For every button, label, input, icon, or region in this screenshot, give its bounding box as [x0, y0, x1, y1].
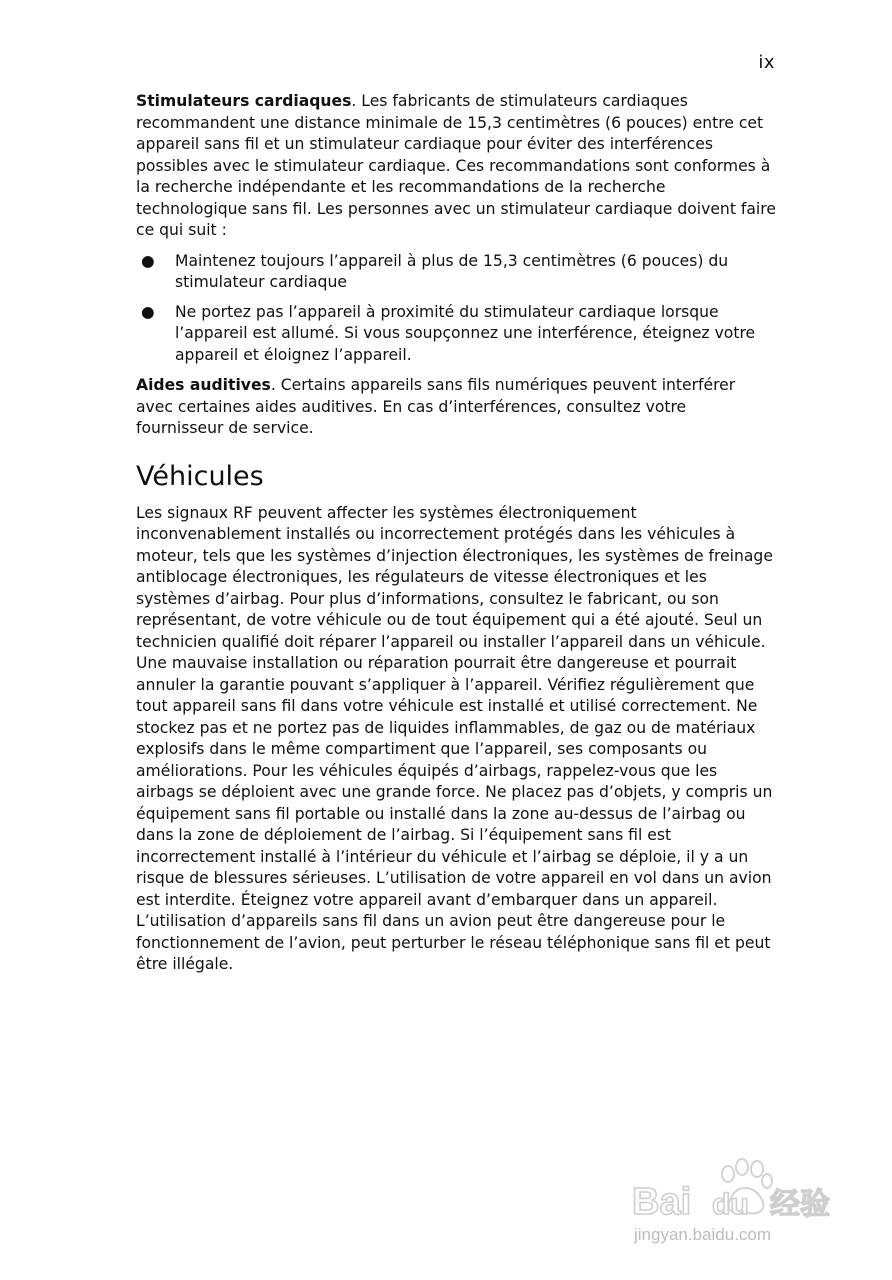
- bullet-text: Maintenez toujours l’appareil à plus de 15,3 centimètres (6 pouces) du stimulateur cardiaque: [175, 251, 729, 291]
- bullet-text: Ne portez pas l’appareil à proximité du stimulateur cardiaque lorsque l’appareil est allumé. Si vous soupçonnez une interférence, éteignez votre appareil et éloignez l’appareil.: [175, 302, 756, 364]
- list-item: [136, 251, 776, 294]
- bullet-icon: ●: [141, 251, 155, 270]
- list-item: [136, 302, 776, 367]
- document-body: [136, 91, 776, 985]
- pacemakers-text: . Les fabricants de stimulateurs cardiaques recommandent une distance minimale de 15,3 centimètres (6 pouces) entre cet appareil sans fil et un stimulateur cardiaque pour éviter des interférences possibles avec le stimulateur cardiaque. Ces recommandations sont conformes à la recherche indépendante et les recommandations de la recherche technologique sans fil. Les personnes avec un stimulateur cardiaque doivent faire ce qui suit :: [136, 92, 776, 239]
- baidu-jingyan-watermark: [630, 1150, 850, 1250]
- page-number: ix: [758, 52, 775, 73]
- vehicles-heading: Véhicules: [136, 460, 264, 492]
- hearing-aids-paragraph: [136, 375, 776, 440]
- pacemakers-title: Stimulateurs cardiaques: [136, 92, 352, 110]
- hearing-aids-text: . Certains appareils sans fils numériques peuvent interférer avec certaines aides auditives. En cas d’interférences, consultez votre fournisseur de service.: [136, 376, 736, 437]
- watermark-brand: Bai: [632, 1181, 692, 1223]
- svg-text:经验: 经验: [770, 1187, 830, 1222]
- vehicles-paragraph: Les signaux RF peuvent affecter les systèmes électroniquement inconvenablement installés ou incorrectement protégés dans les véhicules à moteur, tels que les systèmes d’injection électroniques, les systèmes de freinage antiblocage électroniques, les régulateurs de vitesse électroniques et les systèmes d’airbag. Pour plus d’informations, consultez le fabricant, ou son représentant, de votre véhicule ou de tout équipement qui a été ajouté. Seul un technicien qualifié doit réparer l’appareil ou installer l’appareil dans un véhicule. Une mauvaise installation ou réparation pourrait être dangereuse et pourrait annuler la garantie pouvant s’appliquer à l’appareil. Vérifiez régulièrement que tout appareil sans fil dans votre véhicule est installé et utilisé correctement. Ne stockez pas et ne portez pas de liquides inflammables, de gaz ou de matériaux explosifs dans le même compartiment que l’appareil, ses composants ou améliorations. Pour les véhicules équipés d’airbags, rappelez-vous que les airbags se déploient avec une grande force. Ne placez pas d’objets, y compris un équipement sans fil portable ou installé dans la zone au-dessus de l’airbag ou dans la zone de déploiement de l’airbag. Si l’équipement sans fil est incorrectement installé à l’intérieur du véhicule et l’airbag se déploie, il y a un risque de blessures sérieuses. L’utilisation de votre appareil en vol dans un avion est interdite. Éteignez votre appareil avant d’embarquer dans un appareil. L’utilisation d’appareils sans fil dans un avion peut être dangereuse pour le fonctionnement de l’avion, peut perturber le réseau téléphonique sans fil et peut être illégale.: [136, 503, 773, 973]
- pacemakers-paragraph: [136, 91, 776, 242]
- svg-text:du: du: [712, 1188, 749, 1221]
- watermark-url: jingyan.baidu.com: [634, 1225, 772, 1244]
- pacemakers-bullet-list: [136, 251, 776, 367]
- hearing-aids-title: Aides auditives: [136, 376, 271, 394]
- bullet-icon: ●: [141, 302, 155, 321]
